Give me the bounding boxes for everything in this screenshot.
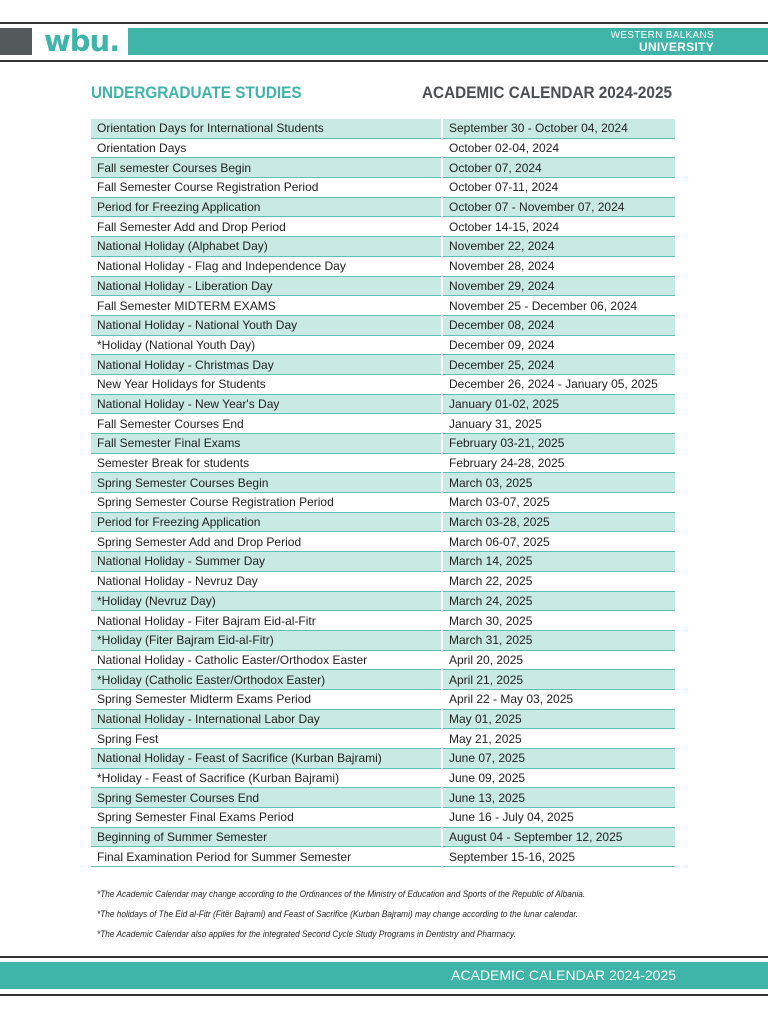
university-name-line2: UNIVERSITY [638,40,714,54]
table-row [91,434,675,454]
date-cell: December 25, 2024 [442,355,675,375]
table-row [91,414,675,434]
event-cell: New Year Holidays for Students [91,374,442,394]
event-cell: Fall Semester Course Registration Period [91,178,442,198]
date-cell: March 30, 2025 [442,611,675,631]
date-cell: August 04 - September 12, 2025 [442,827,675,847]
date-cell: December 08, 2024 [442,315,675,335]
event-cell: *Holiday (Nevruz Day) [91,591,442,611]
date-cell: March 03, 2025 [442,473,675,493]
event-cell: *Holiday (Fiter Bajram Eid-al-Fitr) [91,630,442,650]
event-cell: National Holiday - National Youth Day [91,315,442,335]
table-row [91,670,675,690]
table-row [91,630,675,650]
date-cell: February 03-21, 2025 [442,434,675,454]
table-row [91,138,675,158]
table-row [91,178,675,198]
event-cell: National Holiday - Liberation Day [91,276,442,296]
table-row [91,827,675,847]
date-cell: March 31, 2025 [442,630,675,650]
table-row [91,158,675,178]
event-cell: Orientation Days [91,138,442,158]
date-cell: April 21, 2025 [442,670,675,690]
table-row [91,808,675,828]
table-row [91,768,675,788]
table-row [91,493,675,513]
table-row [91,335,675,355]
table-row [91,197,675,217]
event-cell: National Holiday - Summer Day [91,552,442,572]
event-cell: Spring Fest [91,729,442,749]
event-cell: Period for Freezing Application [91,512,442,532]
date-cell: May 21, 2025 [442,729,675,749]
header-bottom-rule [0,60,768,62]
date-cell: March 06-07, 2025 [442,532,675,552]
date-cell: October 02-04, 2024 [442,138,675,158]
academic-calendar-table [91,119,675,867]
date-cell: March 22, 2025 [442,571,675,591]
table-row [91,591,675,611]
table-row [91,552,675,572]
footer-top-rule [0,956,768,958]
table-row [91,512,675,532]
table-row [91,374,675,394]
event-cell: Spring Semester Courses End [91,788,442,808]
table-row [91,749,675,769]
date-cell: March 03-07, 2025 [442,493,675,513]
event-cell: Spring Semester Add and Drop Period [91,532,442,552]
date-cell: March 14, 2025 [442,552,675,572]
event-cell: National Holiday (Alphabet Day) [91,237,442,257]
event-cell: *Holiday (Catholic Easter/Orthodox Easter) [91,670,442,690]
event-cell: National Holiday - Flag and Independence Day [91,256,442,276]
date-cell: January 01-02, 2025 [442,394,675,414]
table-row [91,237,675,257]
table-row [91,729,675,749]
event-cell: Final Examination Period for Summer Semester [91,847,442,867]
table-row [91,709,675,729]
table-row [91,315,675,335]
event-cell: Spring Semester Courses Begin [91,473,442,493]
footnote: *The Academic Calendar may change according to the Ordinances of the Ministry of Education and Sports of the Republic of Albania. [97,889,586,899]
date-cell: April 20, 2025 [442,650,675,670]
footnote: *The holidays of The Eid al-Fitr (Fitër Bajrami) and Feast of Sacrifice (Kurban Bajrami) may change according to the lunar calendar. [97,909,579,919]
event-cell: National Holiday - New Year's Day [91,394,442,414]
table-row [91,532,675,552]
date-cell: February 24-28, 2025 [442,453,675,473]
date-cell: October 07-11, 2024 [442,178,675,198]
date-cell: November 28, 2024 [442,256,675,276]
date-cell: March 03-28, 2025 [442,512,675,532]
table-row [91,355,675,375]
date-cell: June 16 - July 04, 2025 [442,808,675,828]
event-cell: National Holiday - Nevruz Day [91,571,442,591]
date-cell: November 25 - December 06, 2024 [442,296,675,316]
table-row [91,689,675,709]
date-cell: October 07 - November 07, 2024 [442,197,675,217]
table-row [91,788,675,808]
table-row [91,650,675,670]
date-cell: September 30 - October 04, 2024 [442,119,675,138]
event-cell: National Holiday - Christmas Day [91,355,442,375]
date-cell: May 01, 2025 [442,709,675,729]
event-cell: National Holiday - Fiter Bajram Eid-al-Fitr [91,611,442,631]
footnotes [97,884,737,944]
event-cell: Period for Freezing Application [91,197,442,217]
event-cell: *Holiday - Feast of Sacrifice (Kurban Bajrami) [91,768,442,788]
event-cell: Semester Break for students [91,453,442,473]
date-cell: October 14-15, 2024 [442,217,675,237]
date-cell: January 31, 2025 [442,414,675,434]
date-cell: October 07, 2024 [442,158,675,178]
date-cell: December 09, 2024 [442,335,675,355]
event-cell: *Holiday (National Youth Day) [91,335,442,355]
event-cell: National Holiday - Feast of Sacrifice (Kurban Bajrami) [91,749,442,769]
date-cell: November 22, 2024 [442,237,675,257]
table-row [91,473,675,493]
date-cell: March 24, 2025 [442,591,675,611]
university-name-line1: WESTERN BALKANS [610,30,714,41]
date-cell: June 07, 2025 [442,749,675,769]
event-cell: Spring Semester Midterm Exams Period [91,689,442,709]
footnote: *The Academic Calendar also applies for the integrated Second Cycle Study Programs in Dentistry and Pharmacy. [97,929,516,939]
event-cell: National Holiday - International Labor Day [91,709,442,729]
date-cell: September 15-16, 2025 [442,847,675,867]
table-row [91,394,675,414]
wbu-logo: wbu. [44,24,120,58]
header-gray-block [0,28,32,55]
date-cell: December 26, 2024 - January 05, 2025 [442,374,675,394]
table-row [91,453,675,473]
date-cell: June 09, 2025 [442,768,675,788]
date-cell: April 22 - May 03, 2025 [442,689,675,709]
table-row [91,611,675,631]
event-cell: Fall semester Courses Begin [91,158,442,178]
event-cell: Fall Semester MIDTERM EXAMS [91,296,442,316]
table-row [91,217,675,237]
event-cell: Spring Semester Course Registration Period [91,493,442,513]
date-cell: June 13, 2025 [442,788,675,808]
event-cell: Fall Semester Courses End [91,414,442,434]
event-cell: Beginning of Summer Semester [91,827,442,847]
table-row [91,847,675,867]
section-title: UNDERGRADUATE STUDIES [91,83,302,102]
event-cell: Spring Semester Final Exams Period [91,808,442,828]
table-row [91,119,675,138]
table-row [91,256,675,276]
calendar-title: ACADEMIC CALENDAR 2024-2025 [422,83,672,102]
date-cell: November 29, 2024 [442,276,675,296]
event-cell: Fall Semester Final Exams [91,434,442,454]
event-cell: Fall Semester Add and Drop Period [91,217,442,237]
table-row [91,276,675,296]
table-row [91,571,675,591]
event-cell: National Holiday - Catholic Easter/Orthodox Easter [91,650,442,670]
event-cell: Orientation Days for International Students [91,119,442,138]
footer-title: ACADEMIC CALENDAR 2024-2025 [451,967,676,983]
table-row [91,296,675,316]
footer-bottom-rule [0,994,768,996]
